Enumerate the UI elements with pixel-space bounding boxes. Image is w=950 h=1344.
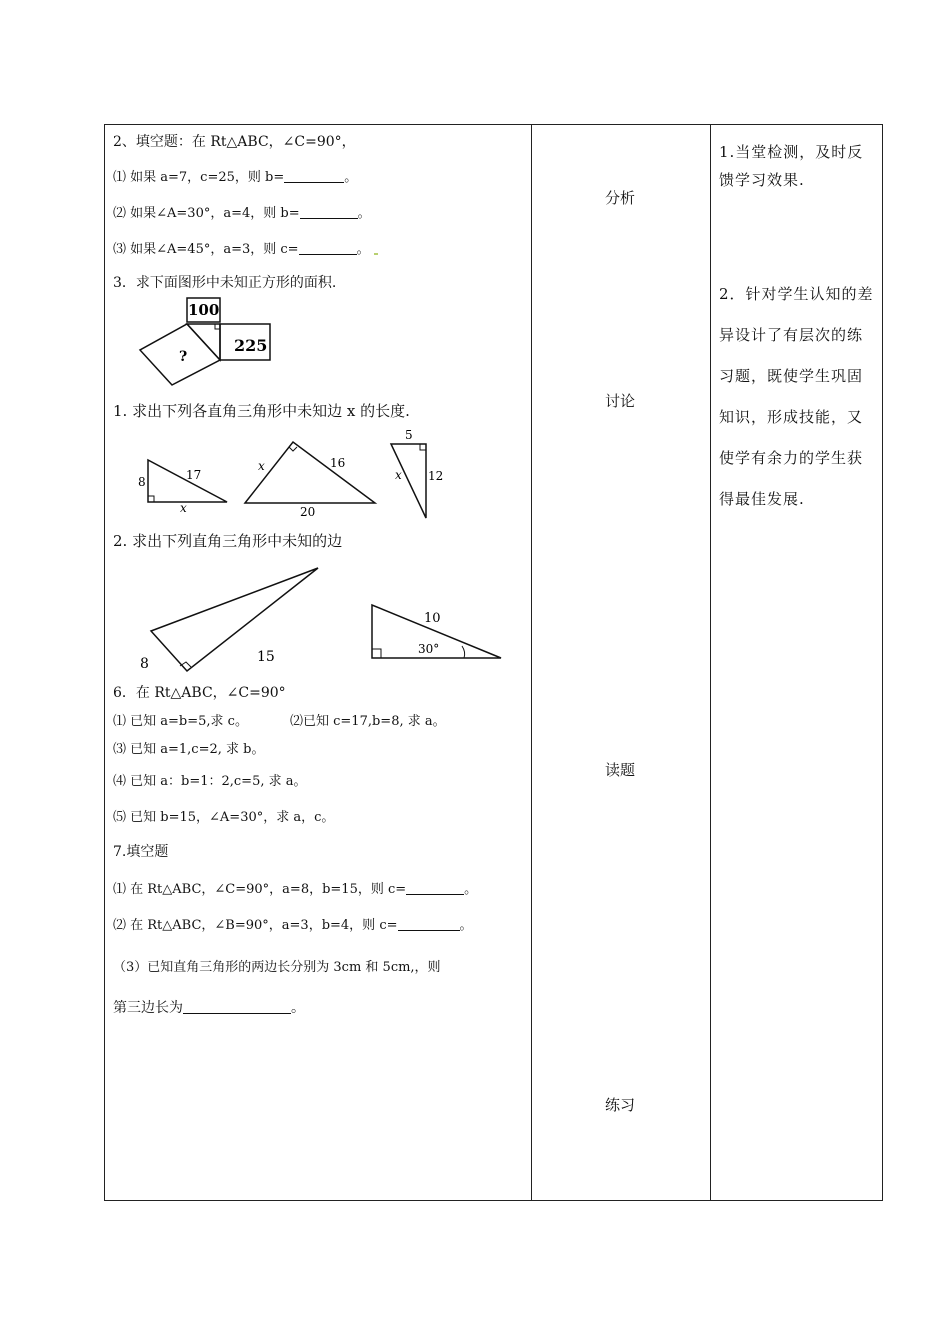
step-analysis: 分析 (605, 189, 636, 207)
t1-hyp-label: 17 (186, 468, 202, 482)
q2-item-1-end: 。 (344, 170, 358, 185)
q7-title: 7.填空题 (113, 844, 169, 860)
q7-item-1-text: ⑴ 在 Rt△ABC，∠C=90°，a=8，b=15，则 c= (113, 882, 407, 897)
answer-blank[interactable] (406, 881, 464, 895)
q2-item-2 (113, 202, 371, 221)
q6-item-5: ⑸ 已知 b=15，∠A=30°，求 a，c。 (113, 810, 335, 825)
practice-2-title (113, 530, 342, 551)
t2-hyp-label: 20 (300, 505, 316, 519)
q7-item-2-text: ⑵ 在 Rt△ABC，∠B=90°，a=3，b=4，则 c= (113, 918, 398, 933)
square-unknown-label: ? (179, 349, 188, 365)
step-practice: 练习 (605, 1096, 636, 1114)
column-divider (710, 125, 711, 1200)
step-reading: 读题 (605, 761, 636, 779)
right-angle-mark (289, 447, 297, 451)
long-triangle-hyp-label: 15 (257, 649, 275, 665)
t3-top-label: 5 (405, 428, 413, 442)
t2-x-label: x (258, 459, 265, 473)
q7-item-1 (113, 878, 477, 897)
triangles-side-figure (130, 563, 510, 673)
q6-item-4: ⑷ 已知 a：b=1：2,c=5, 求 a。 (113, 774, 307, 789)
practice-1-title: 1. 求出下列各直角三角形中未知边 x 的长度. (113, 402, 410, 420)
right-angle-mark (180, 662, 191, 667)
t1-x-label: x (180, 501, 187, 515)
practice-2-text: 2. 求出下列直角三角形中未知的边 (113, 532, 343, 550)
t2-leg-label: 16 (330, 456, 346, 470)
triangles-x-figure (130, 425, 470, 525)
angle-label: 30° (418, 642, 440, 656)
q7-item-3-end: 。 (291, 1000, 305, 1016)
q7-item-2 (113, 914, 473, 933)
answer-blank[interactable] (299, 241, 357, 255)
design-note-2: 2．针对学生认知的差异设计了有层次的练习题，既使学生巩固知识，形成技能，又使学有余力的学生获得最佳发展. (719, 285, 874, 508)
q7-item-3-line1: （3）已知直角三角形的两边长分别为 3cm 和 5cm,，则 (113, 960, 441, 975)
long-triangle-leg-label: 8 (140, 656, 149, 672)
answer-blank[interactable] (398, 917, 460, 931)
q2-item-3-end: 。 (356, 242, 370, 257)
t3-leg-label: 12 (428, 469, 444, 483)
column-divider (531, 125, 532, 1200)
edit-mark (374, 253, 378, 255)
step-discussion: 讨论 (605, 392, 636, 410)
q7-item-2-end: 。 (459, 918, 473, 933)
q6-title: 6．在 Rt△ABC，∠C=90° (113, 685, 286, 701)
long-triangle (151, 568, 318, 671)
t3-x-label: x (395, 468, 402, 482)
q6-item-3: ⑶ 已知 a=1,c=2, 求 b。 (113, 742, 265, 757)
q7-item-1-end: 。 (464, 882, 478, 897)
answer-blank[interactable] (300, 205, 358, 219)
q2-item-2-end: 。 (357, 206, 371, 221)
q6-item-1: ⑴ 已知 a=b=5,求 c。 (113, 714, 248, 729)
q7-item-3-text: 第三边长为 (113, 1000, 183, 1016)
square-right-label: 225 (234, 336, 268, 355)
answer-blank[interactable] (284, 169, 344, 183)
design-note-1: 1.当堂检测，及时反馈学习效果. (719, 143, 864, 189)
q2-title: 2、填空题：在 Rt△ABC，∠C=90°， (113, 134, 356, 150)
t1-leg-label: 8 (138, 475, 146, 489)
q2-item-1 (113, 166, 357, 185)
q2-item-2-text: ⑵ 如果∠A=30°，a=4，则 b= (113, 206, 300, 221)
q2-item-3-text: ⑶ 如果∠A=45°，a=3，则 c= (113, 242, 299, 257)
q2-item-1-text: ⑴ 如果 a=7，c=25，则 b= (113, 170, 285, 185)
q6-item-2: ⑵已知 c=17,b=8, 求 a。 (290, 714, 446, 729)
q2-item-3 (113, 238, 378, 257)
right-angle-mark (148, 496, 154, 502)
square-top-label: 100 (188, 301, 220, 319)
answer-blank[interactable] (183, 999, 291, 1014)
squares-figure (135, 295, 280, 395)
right-angle-mark (420, 444, 426, 450)
right-angle-mark (372, 649, 381, 658)
q3-title: 3．求下面图形中未知正方形的面积. (113, 275, 337, 291)
angle-arc (462, 646, 465, 658)
q7-item-3-line2 (113, 997, 305, 1017)
angle-triangle-hyp-label: 10 (424, 611, 441, 626)
